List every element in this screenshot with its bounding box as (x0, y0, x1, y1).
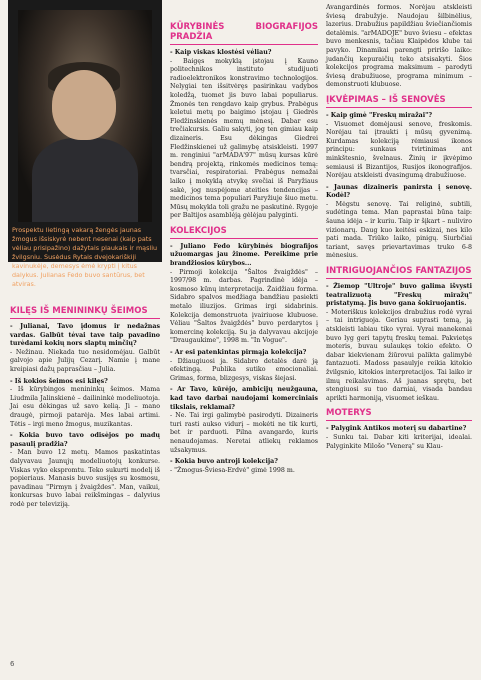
question: - Palygink Antikos moterį su dabartine? (326, 425, 467, 433)
answer: - Nežinau. Niekada tuo nesidomėjau. Galbūt galvojo apie Julijų Cezarį. Namie į mane kreipiasi dažų paprasčiau – Julia. (10, 348, 160, 373)
section-heading: KOLEKCIJOS (170, 226, 318, 239)
page-number: 6 (10, 660, 15, 668)
answer: - Pirmoji kolekcija "Šaltos žvaigždės" – 1997/98 m. darbas. Pagrindinė idėja – kosmoso kūnų interpretacija. Žaidžiau forma. Sidabro spalvos medžiaga bandžiau pasiekti metalo iliuzijos. Grimas irgi sidabrinis. Kolekcija demonstruota įvairiuose klubuose. Vėliau "Šaltos žvaigždės" buvo perdarytos į komercinę kolekciją. Su ja dalyvavau akcijoje "Draugaukime", 1998 m. "In Vogue". (170, 268, 318, 345)
portrait-face-shape (52, 70, 116, 140)
section-heading: ĮKVĖPIMAS – IŠ SENOVĖS (326, 95, 472, 108)
answer: - Moteriškus kolekcijos drabužius rodė vyrai – tai intriguoja. Geriau suprasti temą, ją atskleisti labiau tiko vyrai. Vyrai manekenai buvo lyg geri tapytų freskų temai. Pakvietęs moteris, buvau sulaukęs tokio efekto. O dabar kiekvienam žiūrovui palikta galimybė fantazuoti. Madoss pasaulyje reikia kitokio žvilgsnio, kitokios interpretacijos. Tai laiko ir ilmų reikalavimas. Aš juanas sprętu, bet stengiuosi su tuo darniai, visada bandau aprikti harmoniją, visuomet ieškau. (326, 308, 472, 402)
answer: - Visuomet domėjausi senove, freskomis. Norėjau tai įtraukti į mūsų gyvenimą. Kurdamas kolekciją rėmiausi ikonos principu: sunkaus tvirtinimas ant minkštesnio, švelnaus. Žinių ir įkvėpimo semiausi iš Bizantijos, Rusijos ikonografijos. Norėjau atskleisti dvasingumą drabužiuose. (326, 120, 472, 180)
question: - Julianai, Tavo įdomus ir nedažnas vardas. Galbūt tėvai tave taip pavadino turėdami kokių nors slaptų minčių? (10, 323, 160, 348)
answer: - Iš kūrybingos menininkų šeimos. Mama Liudmila Jalinskienė – dailininkė modeliuotoja. Jai esu dėkingas už savo kelią. Ji – mano draugė, pirmoji patarėja. Mes labai artimi. Tėtis – irgi meno žmogus, muzikantas. (10, 386, 160, 428)
question: - Žiemop "Ultroje" buvo galima išvysti teatralizuotą "Freskų miražų" pristatymą. Jis buvo gana šokiruojantis. (326, 283, 472, 308)
answer: - Man buvo 12 metų. Mamos paskatintas dalyvavau Jaunųjų modeliuotojų konkurse. Viskas vyko ekspromtu. Teko sukurti modelį iš popieriaus. Manasis buvo susijęs su kosmosu, pavadinau "Pirmyn į žvaigždes". Man, vaikui, konkursas buvo labai reikšmingas – dalyvius rodė per televiziją. (10, 449, 160, 508)
question: - Ar esi patenkintas pirmąja kolekcija? (170, 349, 307, 356)
designer-portrait-photo (18, 10, 152, 222)
section-heading: KILĘS IŠ MENININKŲ ŠEIMOS (10, 306, 160, 319)
section-heading: KŪRYBINĖS BIOGRAFIJOS PRADŽIA (170, 22, 318, 45)
portrait-body-shape (32, 138, 138, 222)
question: - Juliano Fedo kūrybinės biografijos užuomargas jau žinome. Pereikime prie brandžiosios kūrybos... (170, 242, 318, 268)
column-3 (326, 4, 472, 451)
question: - Kokia buvo tavo odisėjos po madų pasaulį pradžia? (10, 432, 160, 448)
question: - Kokia buvo antroji kolekcija? (170, 458, 278, 466)
paragraph: Avangardinės formos. Norėjau atskleisti šviesą drabužyje. Naudojau šilbinėlius, lazerius. Drabužius papildžiau šviečiančiomis detalėmis. "arMADOJE" buvo šviesu – efektas buvo menkesnis, tačiau Klaipėdos klube tai pavyko. Dinamikai parengti pririšo laiko: judančių kepuraičių teko atsisakyti. Šios kolekcijos programa maksimum – parodyti šviesą drabužiuose, programa minimum – demonstruoti klubuose. (326, 4, 472, 89)
section-heading: MOTERYS (326, 408, 472, 421)
answer: - Baigęs mokyklą įstojau į Kauno politechnikos instituto studijuoti radioelektronikos konstravimo technologijos. Nelygiai ten išsitvėręs pasirinkau vadybos koledžą, tuomet jis buvo labai populiarus. Žmonės ten rengdavo kaip grybus. Prabėgus keletui metų po baigimo įstojau į Giedrės Fledžinskienės memų mėnesį. Dabar esu trečiakursis. Galiu sakyti, jog ten gimiau kaip dizaineris. Esu dėkingas Giedrei Fledžinskienei už galimybę atsiskleisti. 1997 m. renginiui "arMADA'97" mūsų kursas kūrė bendrą projektą, rinkomės medicinos temą: tvarsčiai, respiratoriai. Prabėgus nemažai laiko į mokyklą atvykę svečiai iš Paryžiaus sakė, jog nuspėjome ateities tendencijas – medicinos tema populiari Paryžiuje šiuo metu. Mūsų mokykla toli gražu ne paskutinė. Rygoje per Baltijos asamblėją gėlėjau palyginti. (170, 57, 318, 220)
question: - Iš kokios šeimos esi kilęs? (10, 377, 108, 385)
question: - Kaip viskas klostėsi vėliau? (170, 49, 272, 56)
photo-caption: Prospektu lietingą vakarą žengės jaunas žmogus išsiskyrė nebent nesenai (kaip pats vėliau prisipažino) dažytais plaukais ir mąsliu žvilgsniu. Susėdus Rytais dvejokariškiji kavinukėje, demesys ėmė krypti į kitus dalykus. Julianas Fedo buvo santūrus, bet atviras. (12, 226, 158, 288)
column-1 (10, 306, 160, 509)
question: - Kaip gimė "Freskų miražai"? (326, 111, 433, 119)
column-2 (170, 22, 318, 475)
question: - Ar Tavo, kūrėjo, ambicijų neužgauna, kad tavo darbai naudojami komerciniais tikslais, reklamai? (170, 386, 318, 411)
answer: - Ne. Tai irgi galimybė pasirodyti. Dizaineris turi rasti aukso vidurį – mokėti ne tik kurti, bet ir parduoti. Pilna avangardo, kuris nenaudojamas. Neretai atliekų reklamos užsakymus. (170, 412, 318, 454)
answer: - "Žmogus-Šviesa-Erdvė" gimė 1998 m. (170, 466, 295, 474)
answer: - Mėgstu senovę. Tai religinė, subtili, sudėtinga tema. Man paprastai būna taip: šauna idėja – ir kuriu. Taip ir šįkart – nuliviro vizionarų. Daug kuo keitėsi eskizai, nes kilo pati mada. Triūko laiko, pinigų. Siurbčiai tariant, savęs prievartavimas truko 6-8 mėnesius. (326, 200, 472, 260)
photo-panel (8, 0, 162, 262)
answer: - Sunku tai. Dabar kiti kriterijai, idealai. Palyginkite Milošo "Venerą" su Klau- (326, 433, 472, 450)
section-heading: INTRIGUOJANČIOS FANTAZIJOS (326, 266, 472, 279)
question: - Jaunas dizaineris panirsta į senovę. Kodėl? (326, 183, 472, 200)
answer: - Džiaugiuosi ja. Sidabro detalės darė ją efektingą. Publika sutiko emocionaliai. Grimas, forma, blizgesys, viskas šiejasi. (170, 357, 318, 382)
